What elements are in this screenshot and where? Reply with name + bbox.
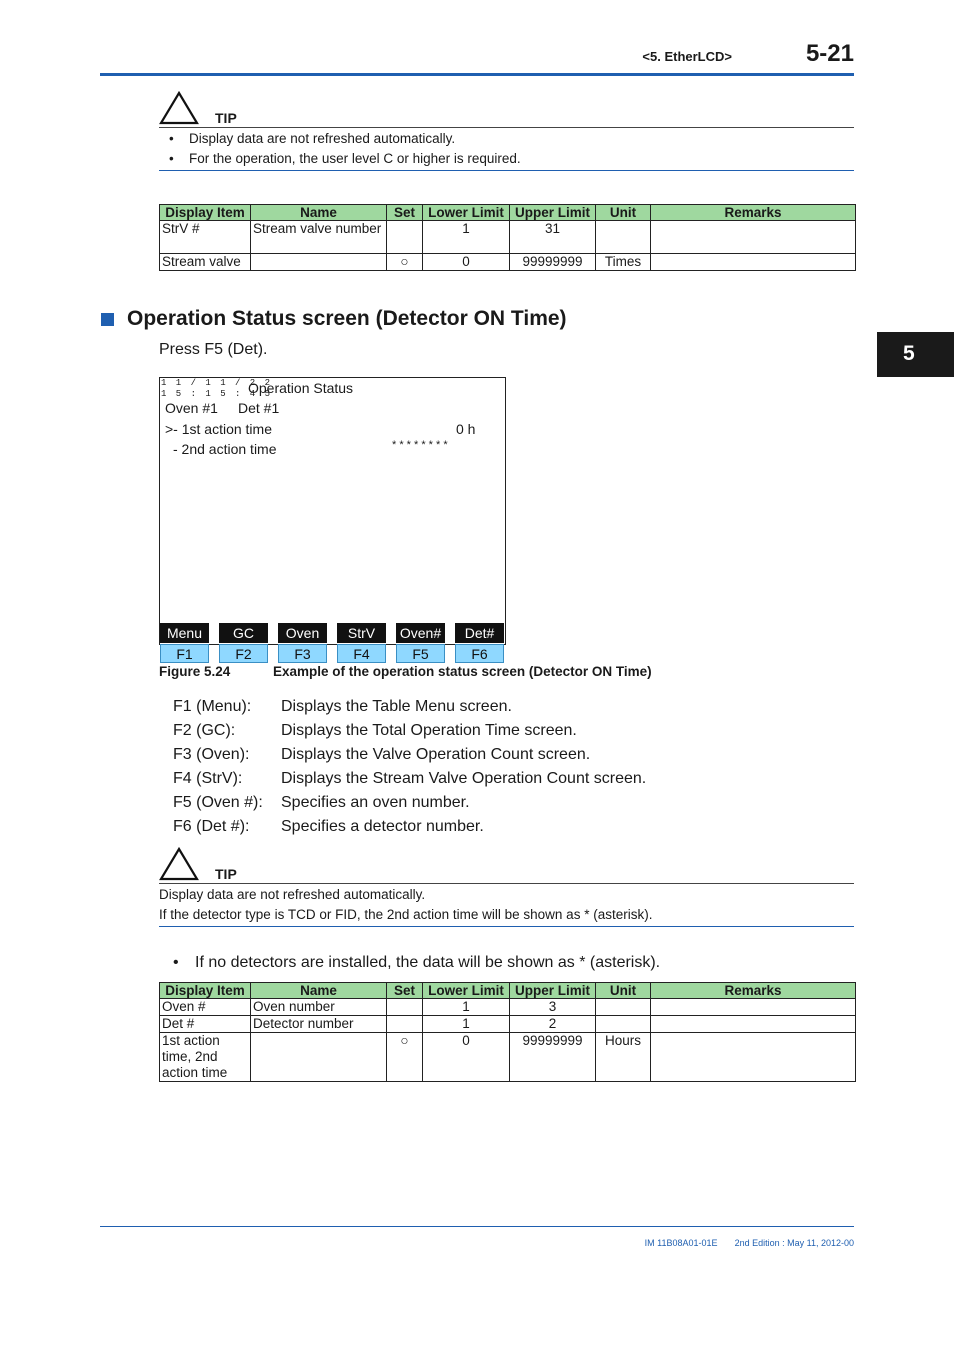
cell: 0: [423, 1033, 510, 1082]
lcd-oven: Oven #1: [165, 400, 218, 416]
column-header: Unit: [596, 983, 651, 999]
footer-edition: 2nd Edition : May 11, 2012-00: [734, 1238, 854, 1248]
column-header: Set: [387, 983, 423, 999]
cell: [387, 999, 423, 1016]
fkey-desc: Displays the Table Menu screen.: [281, 698, 512, 715]
fkey-desc: Specifies a detector number.: [281, 818, 484, 835]
cell: Oven #: [160, 999, 251, 1016]
parameter-table: [159, 982, 856, 1082]
table-header-row: [160, 205, 856, 221]
column-header: Upper Limit: [510, 205, 596, 221]
fkey-f4[interactable]: F4: [337, 644, 386, 663]
table-row: [160, 1033, 856, 1082]
tip-rule: [159, 926, 854, 927]
column-header: Display Item: [160, 205, 251, 221]
column-header: Lower Limit: [423, 205, 510, 221]
fkey-f1[interactable]: F1: [160, 644, 209, 663]
note-text: If no detectors are installed, the data will be shown as * (asterisk).: [195, 954, 661, 971]
cell: [651, 1033, 856, 1082]
fkey-f3[interactable]: F3: [278, 644, 327, 663]
column-header: Name: [251, 205, 387, 221]
table-row: [160, 999, 856, 1016]
parameter-table: [159, 204, 856, 271]
table-row: [160, 221, 856, 254]
lcd-row1-label: >- 1st action time: [165, 421, 272, 437]
cell: Times: [596, 254, 651, 271]
tip-line: If the detector type is TCD or FID, the 2nd action time will be shown as * (asterisk).: [159, 907, 653, 922]
fkey-label: F6 (Det #):: [173, 818, 250, 835]
fkey-desc: Displays the Stream Valve Operation Count screen.: [281, 770, 647, 787]
softkey-det-number[interactable]: Det#: [455, 623, 504, 643]
cell: [651, 1016, 856, 1033]
cell: [651, 999, 856, 1016]
fkey-desc: Displays the Valve Operation Count screen.: [281, 746, 591, 763]
cell: 1: [423, 221, 510, 254]
fkey-f2[interactable]: F2: [219, 644, 268, 663]
lcd-title: Operation Status: [248, 380, 354, 396]
cell: Stream valve number: [251, 221, 387, 254]
cell: [387, 1016, 423, 1033]
cell: [651, 221, 856, 254]
lcd-time: 1 5 : 1 5 : 4 5: [161, 389, 273, 399]
warning-triangle-icon: [159, 847, 199, 881]
softkey-oven[interactable]: Oven: [278, 623, 327, 643]
fkey-label: F1 (Menu):: [173, 698, 252, 715]
footer-doc-number: IM 11B08A01-01E: [644, 1238, 718, 1248]
tip-rule: [159, 127, 854, 128]
lcd-det: Det #1: [238, 400, 280, 416]
column-header: Lower Limit: [423, 983, 510, 999]
tip-line: Display data are not refreshed automatically.: [159, 887, 426, 902]
figure-caption: Example of the operation status screen (Detector ON Time): [273, 664, 652, 679]
fkey-label: F5 (Oven #):: [173, 794, 263, 811]
lcd-row1-value: 0 h: [456, 421, 476, 437]
figure-number: Figure 5.24: [159, 664, 231, 679]
column-header: Upper Limit: [510, 983, 596, 999]
cell: 99999999: [510, 254, 596, 271]
table-row: [160, 1016, 856, 1033]
lcd-row2-value: * * * * * * * *: [392, 439, 448, 451]
section-title: Operation Status screen (Detector ON Time): [127, 307, 567, 330]
cell: 1: [423, 1016, 510, 1033]
cell: 1st action time, 2nd action time: [160, 1033, 251, 1082]
cell: [596, 999, 651, 1016]
column-header: Name: [251, 983, 387, 999]
cell: ○: [387, 1033, 423, 1082]
fkey-desc: Specifies an oven number.: [281, 794, 470, 811]
column-header: Display Item: [160, 983, 251, 999]
chapter-tab: [877, 332, 954, 377]
cell: Stream valve: [160, 254, 251, 271]
lcd-date: 1 1 / 1 1 / 2 2: [161, 378, 273, 388]
cell: 2: [510, 1016, 596, 1033]
cell: [251, 254, 387, 271]
cell: 0: [423, 254, 510, 271]
cell: [596, 221, 651, 254]
fkey-f6[interactable]: F6: [455, 644, 504, 663]
softkey-gc[interactable]: GC: [219, 623, 268, 643]
footer-rule: [100, 1226, 854, 1227]
section-label: <5. EtherLCD>: [642, 49, 732, 64]
fkey-label: F4 (StrV):: [173, 770, 243, 787]
table-header-row: [160, 983, 856, 999]
tip-line: • Display data are not refreshed automatically.: [169, 131, 456, 146]
softkey-oven-number[interactable]: Oven#: [396, 623, 445, 643]
fkey-label: F3 (Oven):: [173, 746, 250, 763]
cell: 1: [423, 999, 510, 1016]
page-number: 5-21: [805, 40, 854, 67]
cell: 31: [510, 221, 596, 254]
warning-triangle-icon: [159, 91, 199, 125]
footer: [600, 1238, 854, 1248]
header-rule: [100, 73, 854, 76]
cell: 99999999: [510, 1033, 596, 1082]
cell: Detector number: [251, 1016, 387, 1033]
tip-rule: [159, 883, 854, 884]
tip-label: TIP: [215, 110, 237, 126]
fkey-desc: Displays the Total Operation Time screen.: [281, 722, 577, 739]
fkey-f5[interactable]: F5: [396, 644, 445, 663]
cell: Hours: [596, 1033, 651, 1082]
cell: Oven number: [251, 999, 387, 1016]
column-header: Remarks: [651, 205, 856, 221]
fkey-label: F2 (GC):: [173, 722, 236, 739]
tip-rule: [159, 170, 854, 171]
section-bullet-icon: [101, 313, 114, 326]
cell: Det #: [160, 1016, 251, 1033]
cell: StrV #: [160, 221, 251, 254]
column-header: Set: [387, 205, 423, 221]
cell: [651, 254, 856, 271]
tip-line: • For the operation, the user level C or higher is required.: [169, 151, 521, 166]
cell: ○: [387, 254, 423, 271]
lcd-screen: [159, 377, 506, 645]
column-header: Remarks: [651, 983, 856, 999]
lcd-row2-label: - 2nd action time: [173, 441, 277, 457]
chapter-number: 5: [903, 342, 915, 365]
table-row: [160, 254, 856, 271]
cell: [596, 1016, 651, 1033]
softkey-strv[interactable]: StrV: [337, 623, 386, 643]
cell: 3: [510, 999, 596, 1016]
tip-label: TIP: [215, 866, 237, 882]
cell: [251, 1033, 387, 1082]
instruction-text: Press F5 (Det).: [159, 341, 268, 358]
note-bullet: •: [173, 954, 179, 971]
column-header: Unit: [596, 205, 651, 221]
softkey-menu[interactable]: Menu: [160, 623, 209, 643]
cell: [387, 221, 423, 254]
